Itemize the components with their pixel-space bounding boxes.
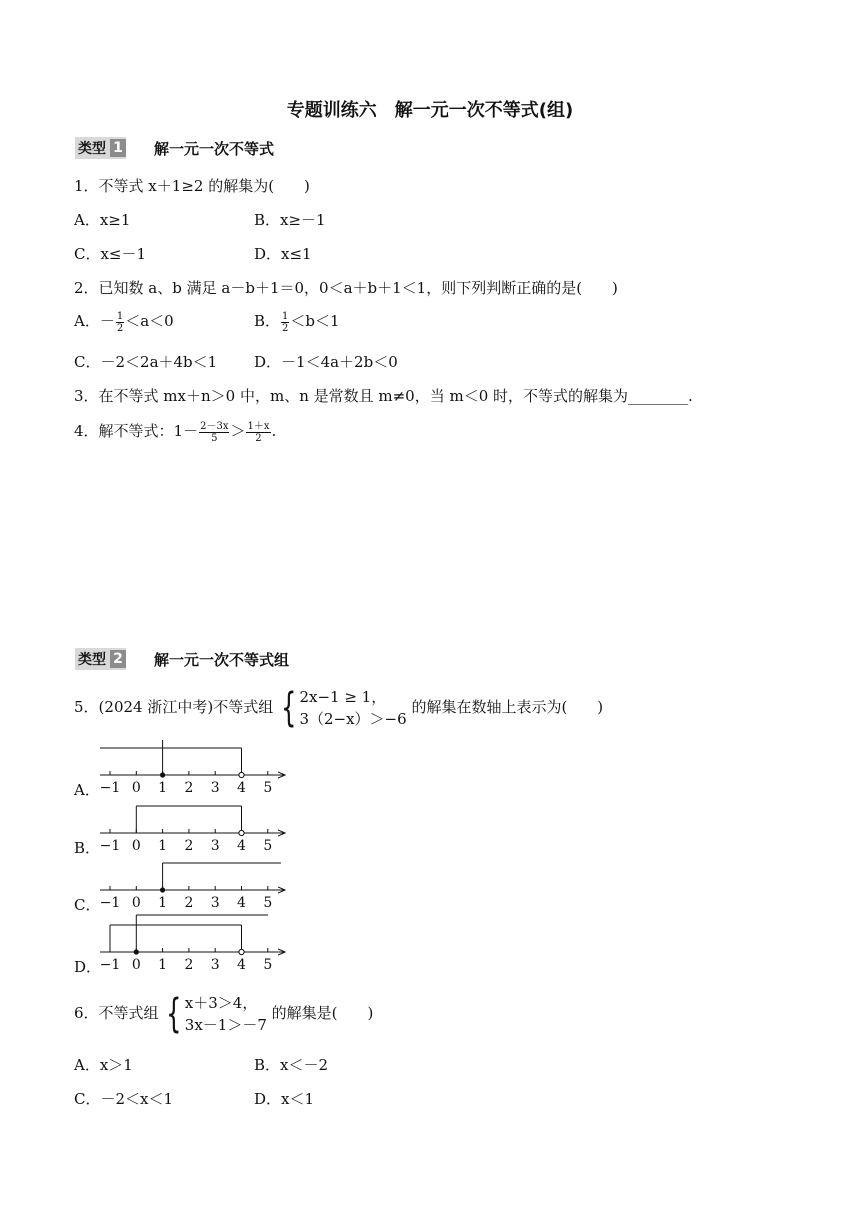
tick-label: 1 <box>158 780 168 796</box>
tick-label: 0 <box>131 895 141 911</box>
closed-point <box>134 949 139 954</box>
badge-label: 类型 <box>78 652 106 668</box>
q6-prefix: 6．不等式组 <box>74 1004 159 1022</box>
tick-label: 4 <box>237 957 246 973</box>
number-line-c <box>100 863 285 911</box>
tick-label: 1 <box>158 957 168 973</box>
q1-option-a: A．x≥1 <box>74 211 131 229</box>
tick-label: 0 <box>131 838 141 854</box>
q6-option-b: B．x＜－2 <box>254 1056 329 1074</box>
tick-label: 2 <box>184 895 194 911</box>
tick-label: 3 <box>210 895 220 911</box>
fraction: $\frac{1}{2}$ <box>282 310 289 334</box>
question-4-stem <box>74 420 276 444</box>
section-header-2 <box>75 648 289 670</box>
closed-point <box>160 887 165 892</box>
q1-option-b: B．x≥－1 <box>254 211 326 229</box>
q6-suffix: 的解集是( ) <box>271 1004 374 1022</box>
q5-option-a-label: A． <box>74 781 100 799</box>
tick-label: 1 <box>158 895 168 911</box>
q6-option-d: D．x＜1 <box>254 1090 315 1108</box>
open-point <box>239 772 244 777</box>
question-5-stem <box>74 686 603 730</box>
system-eq-1: 2x−1 ≥ 1， <box>299 688 387 706</box>
q2-a-prefix: A．－ <box>74 312 115 330</box>
q2-option-c: C．－2＜2a＋4b＜1 <box>74 353 218 371</box>
system-eq-2: 3（2−x）＞−6 <box>299 710 407 728</box>
q1-option-c: C．x≤－1 <box>74 245 147 263</box>
number-line-a <box>100 740 285 796</box>
type-badge <box>75 648 126 670</box>
tick-label: 4 <box>237 895 246 911</box>
q2-a-suffix: ＜a＜0 <box>125 312 174 330</box>
type-badge <box>75 137 126 159</box>
section-title: 解一元一次不等式组 <box>154 650 290 669</box>
tick-label: 5 <box>263 780 273 796</box>
question-3-stem: 3．在不等式 mx＋n＞0 中，m、n 是常数且 m≠0，当 m＜0 时，不等式的解集为________. <box>74 387 693 405</box>
left-brace: { <box>166 991 182 1037</box>
inequality-system <box>278 686 407 730</box>
q2-option-a <box>74 310 174 334</box>
q5-prefix: 5．(2024 浙江中考)不等式组 <box>74 698 274 716</box>
tick-label: 0 <box>131 957 141 973</box>
open-point <box>239 949 244 954</box>
q4-suffix: . <box>271 422 277 440</box>
left-brace: { <box>281 685 297 731</box>
q6-option-c: C．－2＜x＜1 <box>74 1090 174 1108</box>
badge-number: 2 <box>110 650 126 668</box>
tick-label: 2 <box>184 780 194 796</box>
q2-b-prefix: B． <box>254 312 281 330</box>
q2-option-d: D．－1＜4a＋2b＜0 <box>254 353 398 371</box>
tick-label: 4 <box>237 838 246 854</box>
badge-label: 类型 <box>78 141 106 157</box>
tick-label: 3 <box>210 780 220 796</box>
tick-label: 3 <box>210 957 220 973</box>
fraction: $\frac{1}{2}$ <box>116 310 124 334</box>
q1-option-d: D．x≤1 <box>254 245 312 263</box>
section-header-1 <box>75 137 274 159</box>
tick-label: −1 <box>99 838 121 854</box>
tick-label: −1 <box>99 780 121 796</box>
q2-b-suffix: ＜b＜1 <box>290 312 340 330</box>
badge-number: 1 <box>110 139 126 157</box>
tick-label: 1 <box>158 838 168 854</box>
tick-label: 0 <box>131 780 141 796</box>
tick-label: 2 <box>184 957 194 973</box>
q2-option-b <box>254 310 340 334</box>
number-line-b <box>100 806 285 854</box>
tick-label: 4 <box>237 780 246 796</box>
open-point <box>239 830 244 835</box>
q6-option-a: A．x＞1 <box>74 1056 133 1074</box>
inequality-system <box>163 992 267 1036</box>
q4-prefix: 4．解不等式：1－ <box>74 422 199 440</box>
closed-point <box>160 772 165 777</box>
question-1-stem: 1．不等式 x＋1≥2 的解集为( ) <box>74 177 310 195</box>
tick-label: −1 <box>99 895 121 911</box>
tick-label: 2 <box>184 838 194 854</box>
tick-label: −1 <box>99 957 121 973</box>
q4-greater-sign: ＞ <box>230 422 246 440</box>
question-6-stem <box>74 992 373 1036</box>
tick-label: 5 <box>263 957 273 973</box>
question-2-stem: 2．已知数 a、b 满足 a－b＋1＝0，0＜a＋b＋1＜1，则下列判断正确的是( ) <box>74 279 618 297</box>
number-line-figures <box>90 740 300 980</box>
system-eq-2: 3x－1＞－7 <box>184 1016 267 1034</box>
number-line-d <box>100 915 285 973</box>
fraction: $\frac{1+x}{2}$ <box>247 420 270 444</box>
q5-suffix: 的解集在数轴上表示为( ) <box>411 698 604 716</box>
fraction: $\frac{2-3x}{5}$ <box>200 420 229 444</box>
q5-option-b-label: B． <box>74 839 101 857</box>
section-title: 解一元一次不等式 <box>154 139 275 158</box>
tick-label: 5 <box>263 895 273 911</box>
tick-label: 5 <box>263 838 273 854</box>
q5-option-c-label: C． <box>74 896 101 914</box>
q5-option-d-label: D． <box>74 958 102 976</box>
system-eq-1: x＋3＞4， <box>184 994 258 1012</box>
page-title: 专题训练六 解一元一次不等式(组) <box>286 100 574 121</box>
tick-label: 3 <box>210 838 220 854</box>
